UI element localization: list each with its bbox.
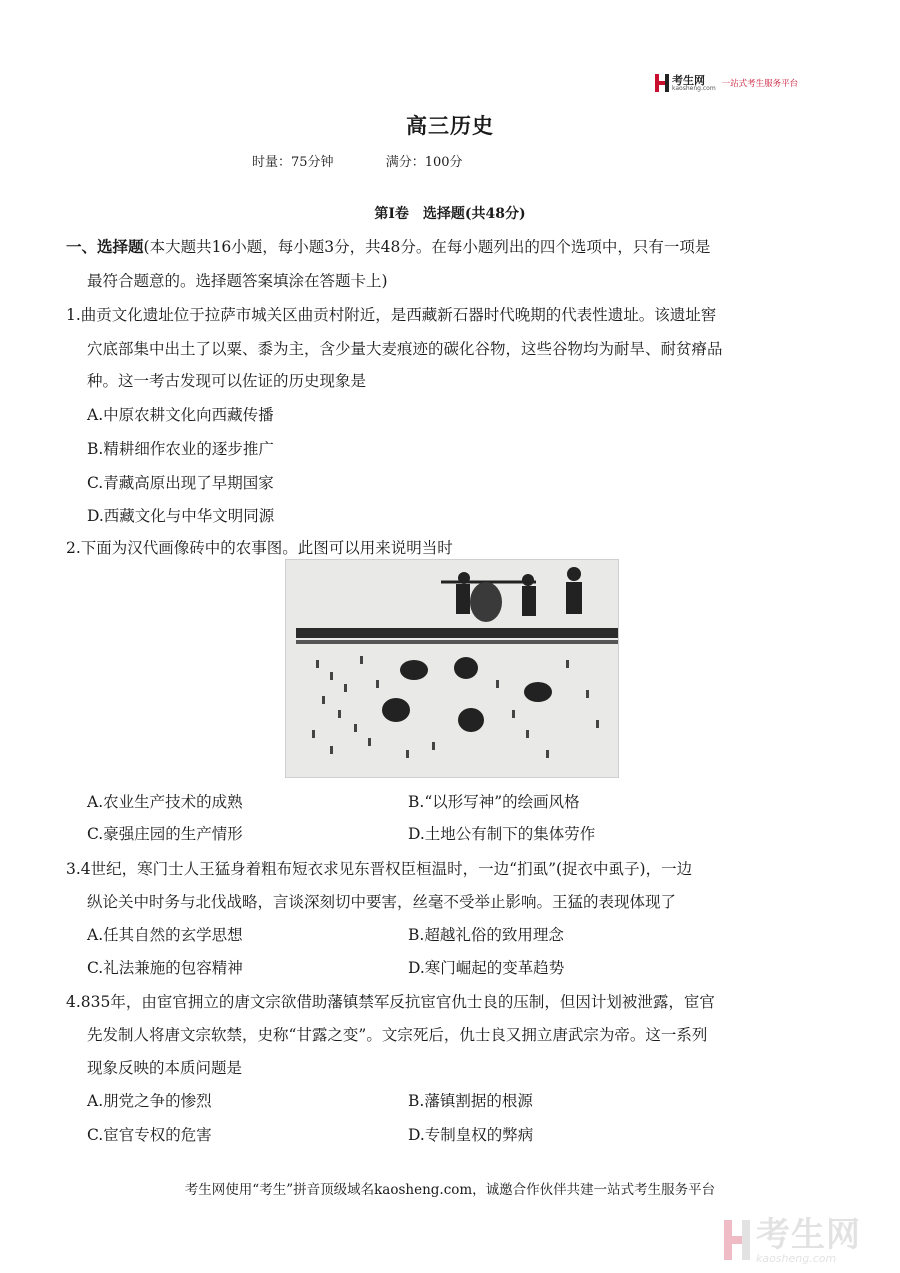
question-2-option-a[interactable]: A.农业生产技术的成熟 xyxy=(87,793,243,811)
question-3-option-c[interactable]: C.礼法兼施的包容精神 xyxy=(87,959,243,977)
han-brick-farming-image xyxy=(285,559,619,778)
question-2-option-c[interactable]: C.豪强庄园的生产情形 xyxy=(87,825,243,843)
question-1-stem: 穴底部集中出土了以粟、黍为主，含少量大麦痕迹的碳化谷物，这些谷物均为耐旱、耐贫瘠品 xyxy=(87,340,723,358)
question-3-stem: 纵论关中时务与北伐战略，言谈深刻切中要害，丝毫不受举止影响。王猛的表现体现了 xyxy=(87,893,677,911)
question-1-option-c[interactable]: C.青藏高原出现了早期国家 xyxy=(87,474,274,492)
farming-scene-illustration xyxy=(286,560,618,777)
question-3-stem: 3.4世纪，寒门士人王猛身着粗布短衣求见东晋权臣桓温时，一边“扪虱”(捉衣中虱子)，一边 xyxy=(66,860,693,878)
question-4-stem: 4.835年，由宦官拥立的唐文宗欲借助藩镇禁军反抗宦官仇士良的压制，但因计划被泄露，宦官 xyxy=(66,993,715,1011)
page-title: 高三历史 xyxy=(406,114,494,138)
question-4-stem: 先发制人将唐文宗软禁，史称“甘露之变”。文宗死后，仇士良又拥立唐武宗为帝。这一系列 xyxy=(87,1026,708,1044)
exam-score: 满分：100分 xyxy=(385,155,463,170)
question-2-stem: 2.下面为汉代画像砖中的农事图。此图可以用来说明当时 xyxy=(66,539,453,557)
watermark-en: kaosheng.com xyxy=(756,1252,837,1265)
question-1-stem: 1.曲贡文化遗址位于拉萨市城关区曲贡村附近，是西藏新石器时代晚期的代表性遗址。该遗址窖 xyxy=(66,306,717,324)
question-3-option-d[interactable]: D.寒门崛起的变革趋势 xyxy=(408,959,565,977)
site-logo[interactable] xyxy=(655,72,798,94)
logo-text xyxy=(672,75,716,92)
part-instruction-line-2: 最符合题意的。选择题答案填涂在答题卡上) xyxy=(87,272,388,290)
question-4-option-b[interactable]: B.藩镇割据的根源 xyxy=(408,1092,533,1110)
question-3-option-b[interactable]: B.超越礼俗的致用理念 xyxy=(408,926,564,944)
question-4-option-c[interactable]: C.宦官专权的危害 xyxy=(87,1126,212,1144)
page-footer: 考生网使用“考生”拼音顶级域名kaosheng.com，诚邀合作伙伴共建一站式考生服务平台 xyxy=(184,1182,716,1198)
section-heading: 第Ⅰ卷 选择题(共48分) xyxy=(374,206,526,222)
watermark xyxy=(724,1215,861,1265)
logo-slogan: 一站式考生服务平台 xyxy=(721,79,799,89)
question-4-stem: 现象反映的本质问题是 xyxy=(87,1059,243,1077)
kaosheng-logo-icon xyxy=(655,74,669,92)
question-1-option-a[interactable]: A.中原农耕文化向西藏传播 xyxy=(87,406,274,424)
question-3-option-a[interactable]: A.任其自然的玄学思想 xyxy=(87,926,243,944)
question-1-option-d[interactable]: D.西藏文化与中华文明同源 xyxy=(87,507,275,525)
question-1-option-b[interactable]: B.精耕细作农业的逐步推广 xyxy=(87,440,274,458)
question-4-option-d[interactable]: D.专制皇权的弊病 xyxy=(408,1126,534,1144)
watermark-cn: 考生网 xyxy=(756,1215,861,1255)
part-instruction-line-1: 一、选择题(本大题共16小题，每小题3分，共48分。在每小题列出的四个选项中，只有一项是 xyxy=(66,238,711,256)
question-2-option-b[interactable]: B.“以形写神”的绘画风格 xyxy=(408,793,580,811)
exam-meta xyxy=(252,151,511,170)
exam-time: 时量：75分钟 xyxy=(252,155,334,170)
part-heading: 一、选择题 xyxy=(66,238,144,256)
logo-en: kaosheng.com xyxy=(672,84,716,92)
watermark-logo-icon xyxy=(724,1220,750,1264)
question-2-option-d[interactable]: D.土地公有制下的集体劳作 xyxy=(408,825,596,843)
question-4-option-a[interactable]: A.朋党之争的惨烈 xyxy=(87,1092,212,1110)
logo-cn: 考生网 xyxy=(672,73,705,87)
question-1-stem: 种。这一考古发现可以佐证的历史现象是 xyxy=(87,372,367,390)
